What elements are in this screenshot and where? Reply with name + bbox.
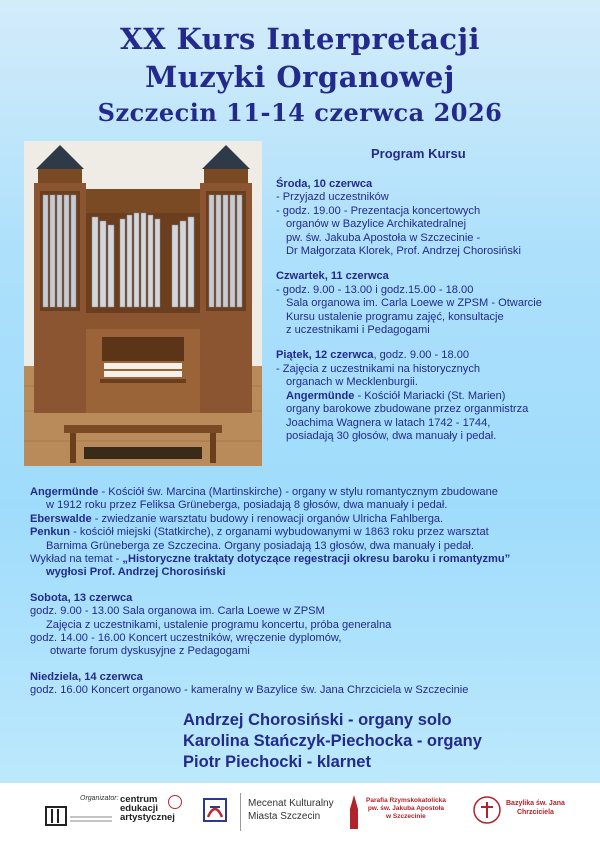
szczecin-city-logo-icon — [200, 795, 230, 827]
mecenat-text: Miasta Szczecin — [248, 811, 321, 822]
penkun-text: Barnima Grüneberga ze Szczecina. Organy posiadają 13 głosów, dwa manuały i pedał. — [46, 539, 474, 552]
thursday-line: - godz. 9.00 - 13.00 i godz.15.00 - 18.00 — [276, 283, 474, 296]
saturday-line: Zajęcia z uczestnikami, ustalenie programu koncertu, próba generalna — [46, 618, 392, 631]
parish-text: pw. św. Jakuba Apostoła — [367, 805, 445, 812]
mecenat-text: Mecenat Kulturalny — [248, 798, 334, 809]
wednesday-line: organów w Bazylice Archikatedralnej — [286, 218, 467, 231]
basilica-logo — [506, 799, 565, 817]
performer: Andrzej Chorosiński - organy solo — [183, 711, 452, 729]
mecenat-logo — [248, 797, 334, 823]
basilica-text: Bazylika św. Jana — [506, 800, 565, 807]
cea-circle-icon — [168, 795, 182, 809]
wednesday-line: pw. św. Jakuba Apostoła w Szczecinie - — [286, 231, 481, 244]
angermunde-text: w 1912 roku przez Feliksa Grüneberga, posiadają 8 głosów, dwa manuały i pedał. — [46, 499, 448, 512]
cea-logo — [120, 795, 180, 822]
lecture-speaker: wygłosi Prof. Andrzej Chorosiński — [46, 566, 226, 579]
thursday-line: Kursu ustalenie programu zajęć, konsultacje — [286, 310, 504, 323]
friday-line: organy barokowe zbudowane przez organmistrza — [286, 403, 529, 416]
thursday-heading: Czwartek, 11 czerwca — [276, 270, 389, 283]
church-tower-icon — [346, 795, 362, 831]
wednesday-line: - Przyjazd uczestników — [276, 191, 389, 204]
sunday-line: godz. 16.00 Koncert organowo - kameralny w Bazylice św. Jana Chrzciciela w Szczecinie — [30, 684, 469, 697]
performer: Karolina Stańczyk-Piechocka - organy — [183, 732, 482, 750]
friday-time: , godz. 9.00 - 18.00 — [373, 349, 470, 362]
parish-logo — [366, 797, 446, 821]
schedule-lower-section — [30, 486, 590, 698]
performer: Piotr Piechocki - klarnet — [183, 753, 371, 771]
friday-heading: Piątek, 12 czerwca — [276, 349, 374, 362]
sunday-heading: Niedziela, 14 czerwca — [30, 670, 143, 683]
penkun-label: Penkun — [30, 526, 71, 539]
saturday-line: godz. 14.00 - 16.00 Koncert uczestników, wręczenie dyplomów, — [30, 632, 342, 645]
parish-text: w Szczecinie — [386, 813, 426, 820]
organizer-label: Organizator: — [80, 795, 119, 802]
eberswalde-text: - zwiedzanie warsztatu budowy i renowacji organów Ulricha Fahlberga. — [91, 512, 444, 525]
schedule-right-column — [276, 178, 596, 443]
wednesday-line: Dr Małgorzata Klorek, Prof. Andrzej Chorosiński — [286, 245, 521, 258]
performers-list — [183, 710, 482, 773]
organizer-logo — [44, 795, 119, 836]
saturday-heading: Sobota, 13 czerwca — [30, 591, 133, 604]
cea-text: centrum — [120, 794, 158, 805]
lecture-title: „Historyczne traktaty dotyczące regestracji okresu baroku i romantyzmu” — [122, 553, 511, 566]
friday-line: posiadają 30 głosów, dwa manuały i pedał. — [286, 429, 497, 442]
parish-text: Parafia Rzymskokatolicka — [366, 797, 446, 804]
cea-text: edukacji — [120, 803, 159, 814]
angermunde-text: - Kościół św. Marcina (Martinskirche) - organy w stylu romantycznym zbudowane — [98, 486, 498, 498]
basilica-seal-icon — [472, 795, 502, 825]
angermunde-label: Angermünde — [30, 486, 99, 498]
friday-line: - Zajęcia z uczestnikami na historycznych — [276, 362, 481, 375]
program-heading: Program Kursu — [371, 146, 466, 161]
poster-subtitle-dates: Szczecin 11-14 czerwca 2026 — [97, 98, 503, 127]
wednesday-heading: Środa, 10 czerwca — [276, 178, 373, 190]
friday-line: Joachima Wagnera w latach 1742 - 1744, — [286, 416, 491, 429]
saturday-line: godz. 9.00 - 13.00 Sala organowa im. Carla Loewe w ZPSM — [30, 605, 325, 618]
sponsor-footer — [0, 783, 600, 843]
footer-divider — [240, 793, 241, 831]
organ-photo — [24, 141, 262, 466]
penkun-text: - kościół miejski (Statkirche), z organami wybudowanymi w 1863 roku przez warsztat — [70, 526, 489, 539]
poster-title-line-2: Muzyki Organowej — [145, 60, 455, 94]
poster-title-line-1: XX Kurs Interpretacji — [119, 22, 481, 56]
basilica-text: Chrzciciela — [516, 809, 554, 816]
saturday-line: otwarte forum dyskusyjne z Pedagogami — [50, 645, 250, 658]
lecture-intro: Wykład na temat - — [30, 553, 123, 566]
friday-line: organach w Mecklenburgii. — [286, 376, 418, 389]
friday-line: - Kościół Mariacki (St. Marien) — [354, 389, 506, 402]
thursday-line: Sala organowa im. Carla Loewe w ZPSM - Otwarcie — [286, 297, 542, 310]
eberswalde-label: Eberswalde — [30, 512, 92, 525]
wednesday-line: - godz. 19.00 - Prezentacja koncertowych — [276, 204, 481, 217]
cea-text: artystycznej — [120, 812, 175, 823]
thursday-line: z uczestnikami i Pedagogami — [286, 324, 430, 337]
angermunde-label: Angermünde — [286, 389, 355, 402]
